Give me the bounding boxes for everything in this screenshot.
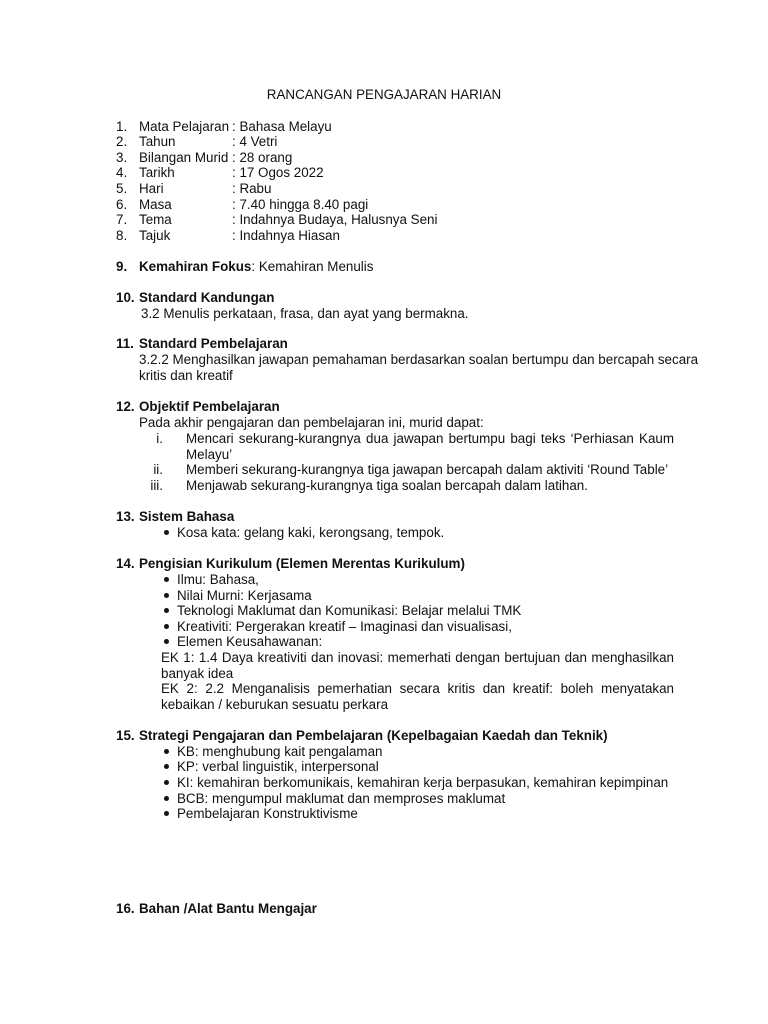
objective-item: Memberi sekurang-kurangnya tiga jawapan bercapah dalam aktiviti ‘Round Table’ — [186, 462, 669, 477]
section-12-heading — [116, 399, 280, 415]
section-heading: Standard Pembelajaran — [139, 336, 288, 351]
section-13-heading — [116, 509, 234, 525]
section-11-text-line1: 3.2.2 Menghasilkan jawapan pemahaman berdasarkan soalan bertumpu dan bercapah secara — [139, 352, 699, 367]
section-number: 14. — [116, 556, 135, 571]
info-number: 6. — [116, 197, 128, 212]
info-label: Hari — [139, 181, 164, 196]
info-label: Masa — [139, 197, 172, 212]
info-value: : 4 Vetri — [232, 134, 278, 149]
info-label: Bilangan Murid — [139, 150, 229, 165]
bullet-icon — [164, 530, 169, 535]
bullet-icon — [164, 780, 169, 785]
section-heading: Strategi Pengajaran dan Pembelajaran (Kepelbagaian Kaedah dan Teknik) — [139, 728, 608, 743]
list-item: Pembelajaran Konstruktivisme — [177, 806, 358, 821]
ek2-line1: EK 2: 2.2 Menganalisis pemerhatian secara kritis dan kreatif: boleh menyatakan — [161, 681, 674, 696]
info-number: 1. — [116, 119, 128, 134]
info-value: : 17 Ogos 2022 — [232, 165, 324, 180]
list-item: Teknologi Maklumat dan Komunikasi: Belajar melalui TMK — [177, 603, 522, 618]
section-number: 15. — [116, 728, 135, 743]
section-number: 9. — [116, 259, 128, 274]
section-number: 16. — [116, 901, 135, 916]
section-heading: Kemahiran Fokus — [139, 259, 252, 274]
info-value: : Rabu — [232, 181, 272, 196]
section-number: 12. — [116, 399, 135, 414]
ek1-line1: EK 1: 1.4 Daya kreativiti dan inovasi: memerhati dengan bertujuan dan menghasilkan — [161, 650, 674, 665]
list-item: KP: verbal linguistik, interpersonal — [177, 759, 379, 774]
list-item: Elemen Keusahawanan: — [177, 634, 323, 649]
bullet-icon — [164, 749, 169, 754]
info-value: : Indahnya Budaya, Halusnya Seni — [232, 212, 438, 227]
bullet-icon — [164, 811, 169, 816]
section-heading: Sistem Bahasa — [139, 509, 235, 524]
bullet-icon — [164, 639, 169, 644]
section-number: 13. — [116, 509, 135, 524]
objective-numeral: iii. — [150, 478, 163, 493]
bullet-icon — [164, 608, 169, 613]
info-number: 8. — [116, 228, 128, 243]
info-number: 3. — [116, 150, 128, 165]
info-value: : 28 orang — [232, 150, 293, 165]
info-label: Tema — [139, 212, 172, 227]
section-10-text: 3.2 Menulis perkataan, frasa, dan ayat yang bermakna. — [141, 306, 469, 321]
info-label: Tahun — [139, 134, 176, 149]
section-15-heading — [116, 728, 608, 744]
section-number: 10. — [116, 290, 135, 305]
objective-item: Menjawab sekurang-kurangnya tiga soalan bercapah dalam latihan. — [186, 478, 588, 493]
section-heading: Objektif Pembelajaran — [139, 399, 280, 414]
document-title: RANCANGAN PENGAJARAN HARIAN — [266, 87, 502, 102]
list-item: BCB: mengumpul maklumat dan memproses maklumat — [177, 791, 506, 806]
ek1-line2: banyak idea — [161, 666, 234, 681]
info-number: 2. — [116, 134, 128, 149]
bullet-icon — [164, 796, 169, 801]
info-label: Tarikh — [139, 165, 175, 180]
section-11-text-line2: kritis dan kreatif — [139, 368, 233, 383]
objective-numeral: i. — [156, 431, 163, 446]
list-item: Kreativiti: Pergerakan kreatif – Imaginasi dan visualisasi, — [177, 619, 512, 634]
bullet-icon — [164, 593, 169, 598]
info-value: : 7.40 hingga 8.40 pagi — [232, 197, 369, 212]
list-item: KB: menghubung kait pengalaman — [177, 744, 383, 759]
info-number: 4. — [116, 165, 128, 180]
section-9 — [116, 259, 373, 275]
list-item: KI: kemahiran berkomunikais, kemahiran kerja berpasukan, kemahiran kepimpinan — [177, 775, 669, 790]
list-item: Ilmu: Bahasa, — [177, 572, 259, 587]
section-10-heading — [116, 290, 274, 306]
section-11-heading — [116, 336, 288, 352]
objective-numeral: ii. — [153, 462, 163, 477]
section-number: 11. — [116, 336, 134, 351]
info-label: Tajuk — [139, 228, 171, 243]
bullet-icon — [164, 577, 169, 582]
section-14-heading — [116, 556, 465, 572]
info-value: : Bahasa Melayu — [232, 119, 332, 134]
section-16-heading — [116, 901, 317, 917]
info-label: Mata Pelajaran — [139, 119, 230, 134]
ek2-line2: kebaikan / keburukan sesuatu perkara — [161, 697, 389, 712]
list-item: Nilai Murni: Kerjasama — [177, 588, 312, 603]
section-heading: Bahan /Alat Bantu Mengajar — [139, 901, 317, 916]
info-number: 7. — [116, 212, 128, 227]
info-value: : Indahnya Hiasan — [232, 228, 340, 243]
list-item: Kosa kata: gelang kaki, kerongsang, tempok. — [177, 525, 445, 540]
objective-item: Mencari sekurang-kurangnya dua jawapan bertumpu bagi teks ‘Perhiasan Kaum Melayu’ — [186, 431, 674, 462]
info-number: 5. — [116, 181, 128, 196]
section-heading: Pengisian Kurikulum (Elemen Merentas Kurikulum) — [139, 556, 465, 571]
objective-intro: Pada akhir pengajaran dan pembelajaran ini, murid dapat: — [139, 415, 484, 430]
bullet-icon — [164, 764, 169, 769]
section-text: : Kemahiran Menulis — [251, 259, 374, 274]
section-heading: Standard Kandungan — [139, 290, 275, 305]
bullet-icon — [164, 624, 169, 629]
